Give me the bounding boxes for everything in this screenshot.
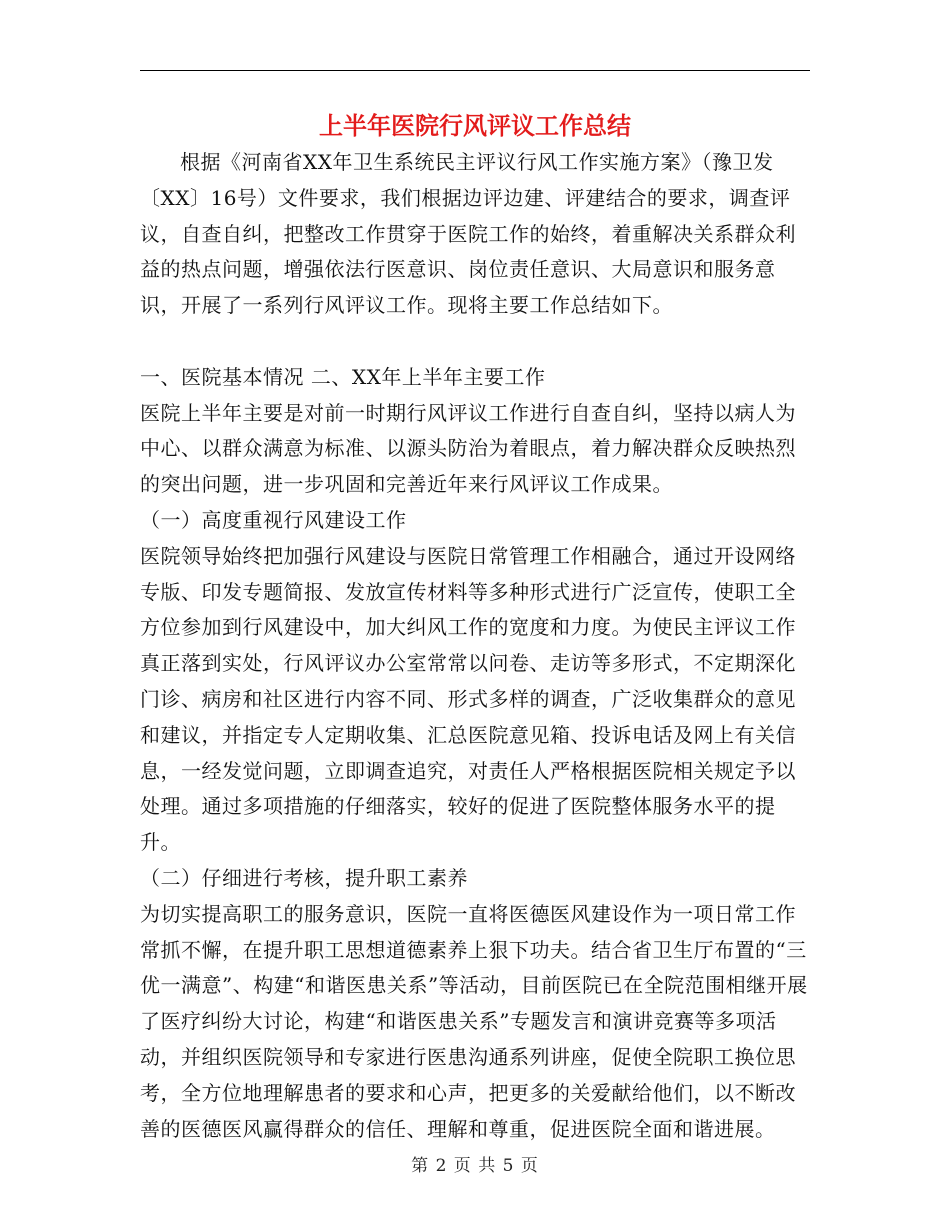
subsection-1-heading: （一）高度重视行风建设工作	[140, 507, 407, 532]
section-heading: 一、医院基本情况 二、XX年上半年主要工作	[140, 364, 546, 389]
page-number-footer: 第 2 页 共 5 页	[411, 1156, 539, 1176]
intro-paragraph: 根据《河南省XX年卫生系统民主评议行风工作实施方案》（豫卫发〔XX〕16号）文件要求，我们根据边评边建、评建结合的要求，调查评议，自查自纠，把整改工作贯穿于医院工作的始终，着重解决关系群众利益的热点问题，增强依法行医意识、岗位责任意识、大局意识和服务意识，开展了一系列行风评议工作。现将主要工作总结如下。	[140, 150, 796, 318]
document-title: 上半年医院行风评议工作总结	[319, 111, 631, 140]
paragraph-gap	[140, 324, 815, 360]
subsection-2-paragraph: 为切实提高职工的服务意识，医院一直将医德医风建设作为一项日常工作常抓不懈，在提升职工思想道德素养上狠下功夫。结合省卫生厅布置的“三优一满意”、构建“和谐医患关系”等活动，目前医院已在全院范围相继开展了医疗纠纷大讨论，构建“和谐医患关系”专题发言和演讲竞赛等多项活动，并组织医院领导和专家进行医患沟通系列讲座，促使全院职工换位思考，全方位地理解患者的要求和心声，把更多的关爱献给他们，以不断改善的医德医风赢得群众的信任、理解和尊重，促进医院全面和谐进展。	[140, 901, 808, 1141]
document-body	[140, 145, 815, 1147]
header-rule	[140, 70, 810, 71]
subsection-1-paragraph: 医院领导始终把加强行风建设与医院日常管理工作相融合，通过开设网络专版、印发专题简报、发放宣传材料等多种形式进行广泛宣传，使职工全方位参加到行风建设中，加大纠风工作的宽度和力度。为使民主评议工作真正落到实处，行风评议办公室常常以问卷、走访等多形式，不定期深化门诊、病房和社区进行内容不同、形式多样的调查，广泛收集群众的意见和建议，并指定专人定期收集、汇总医院意见箱、投诉电话及网上有关信息，一经发觉问题，立即调查追究，对责任人严格根据医院相关规定予以处理。通过多项措施的仔细落实，较好的促进了医院整体服务水平的提升。	[140, 543, 796, 855]
section-paragraph: 医院上半年主要是对前一时期行风评议工作进行自查自纠，坚持以病人为中心、以群众满意为标准、以源头防治为着眼点，着力解决群众反映热烈的突出问题，进一步巩固和完善近年来行风评议工作成果。	[140, 400, 796, 497]
subsection-2-heading: （二）仔细进行考核，提升职工素养	[140, 865, 468, 890]
